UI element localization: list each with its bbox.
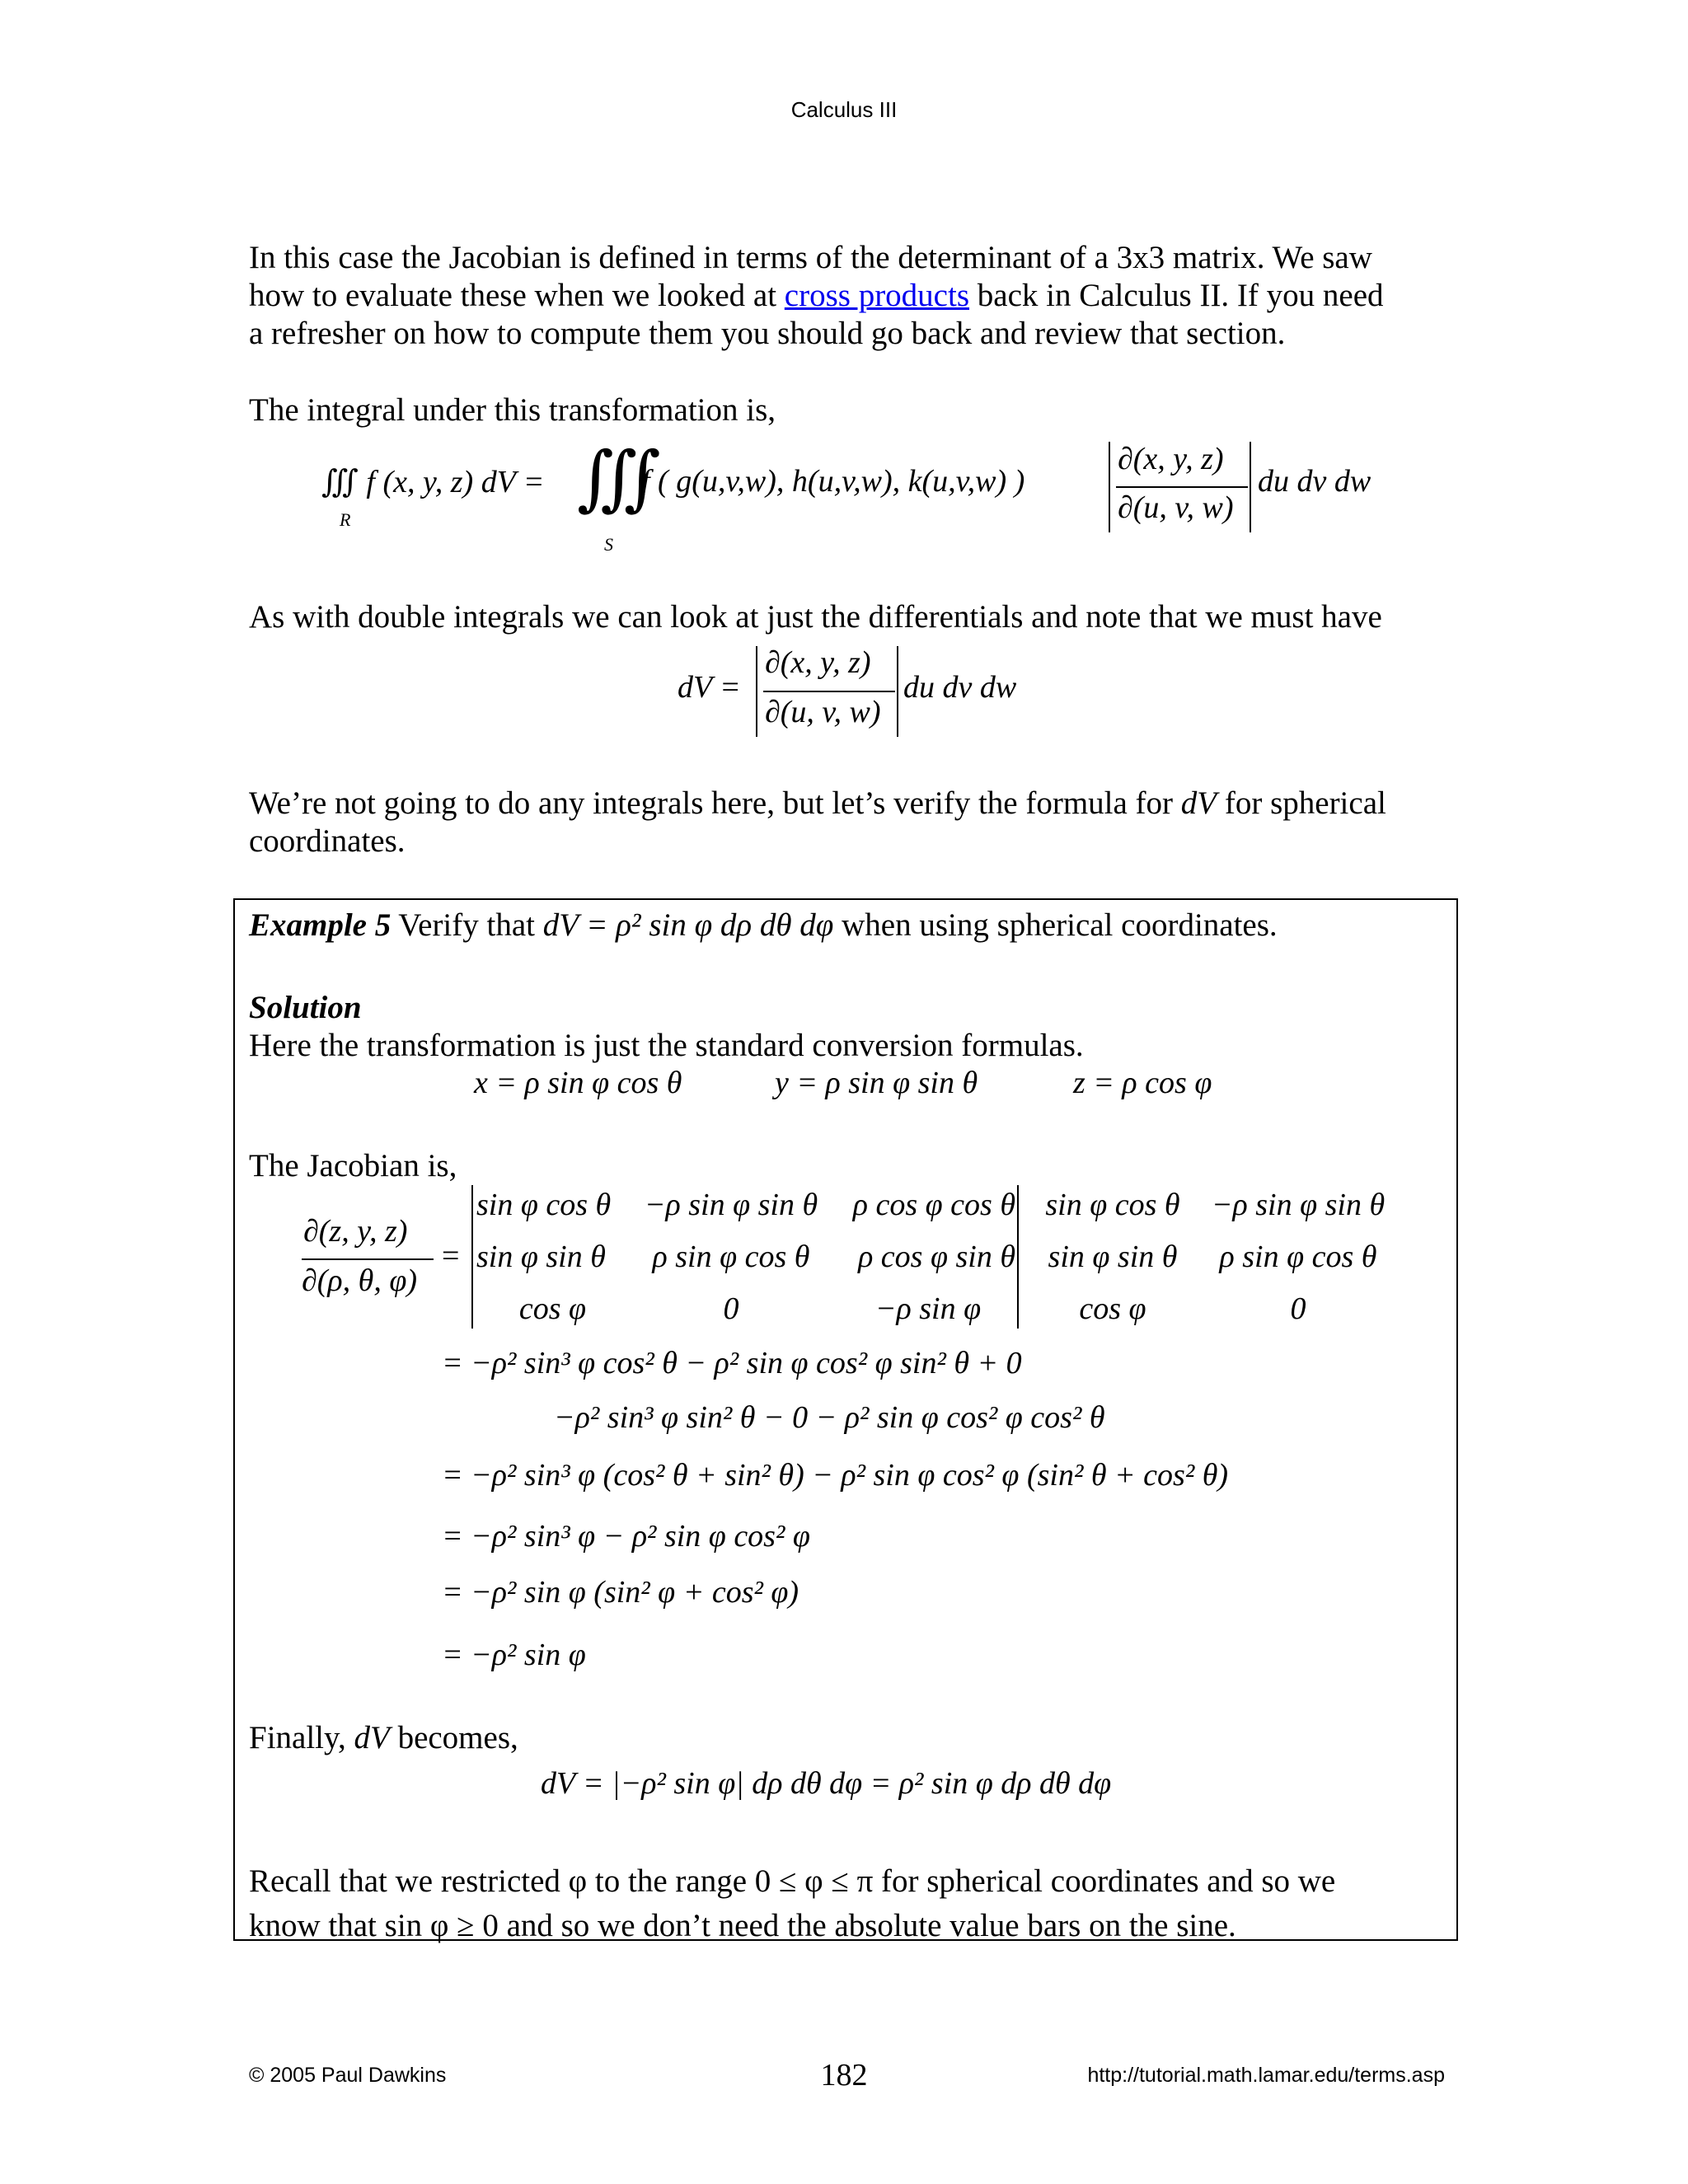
jacobian-lhs-denominator: ∂(ρ, θ, φ): [302, 1263, 418, 1298]
jacobian-step-2: −ρ² sin³ φ sin² θ − 0 − ρ² sin φ cos² φ cos² θ: [554, 1400, 1105, 1435]
dv-diffs: du dv dw: [903, 670, 1017, 705]
intro-line-1: In this case the Jacobian is defined in terms of the determinant of a 3x3 matrix. We saw: [249, 240, 1372, 275]
matrix-cell: −ρ sin φ: [874, 1291, 982, 1326]
jacobian-step-3: = −ρ² sin³ φ (cos² θ + sin² θ) − ρ² sin φ cos² φ (sin² θ + cos² θ): [442, 1458, 1229, 1493]
jacobian-denominator: ∂(u, v, w): [1118, 490, 1234, 525]
example-label: Example 5: [249, 907, 392, 943]
extra-cell: ρ sin φ cos θ: [1219, 1240, 1377, 1274]
jacobian-equals: =: [442, 1239, 460, 1273]
verify-line-2: coordinates.: [249, 823, 406, 859]
determinant-right-bar: [1017, 1185, 1019, 1329]
recall-line-1: Recall that we restricted φ to the range 0 ≤ φ ≤ π for spherical coordinates and so we: [249, 1863, 1336, 1899]
footer-url: http://tutorial.math.lamar.edu/terms.asp: [1087, 2064, 1445, 2087]
extra-cell: sin φ cos θ: [1045, 1188, 1180, 1222]
extra-cell: sin φ sin θ: [1048, 1240, 1178, 1274]
dv-fraction-bar: [763, 691, 895, 692]
integral-intro: The integral under this transformation is,: [249, 392, 776, 428]
matrix-cell: sin φ cos θ: [476, 1188, 612, 1222]
jacobian-step-1: = −ρ² sin³ φ cos² θ − ρ² sin φ cos² φ sin² θ + 0: [442, 1346, 1022, 1380]
matrix-cell: −ρ sin φ sin θ: [644, 1188, 818, 1222]
dv-denominator: ∂(u, v, w): [765, 695, 881, 729]
jacobian-lhs-numerator: ∂(z, y, z): [303, 1214, 408, 1249]
jacobian-step-5: = −ρ² sin φ (sin² φ + cos² φ): [442, 1575, 799, 1610]
jacobian-fraction-bar: [1116, 486, 1248, 488]
extra-cell: 0: [1290, 1291, 1306, 1326]
recall-line-2: know that sin φ ≥ 0 and so we don’t need the absolute value bars on the sine.: [249, 1908, 1236, 1943]
verify-paragraph: [249, 785, 1452, 860]
jacobian-abs-left: [1109, 442, 1110, 532]
dv-abs-right: [897, 646, 898, 737]
page-header: Calculus III: [790, 97, 898, 122]
jacobian-intro: The Jacobian is,: [249, 1148, 457, 1183]
matrix-cell: sin φ sin θ: [476, 1240, 606, 1274]
jacobian-abs-right: [1250, 442, 1251, 532]
determinant-left-bar: [471, 1185, 473, 1329]
matrix-cell: ρ cos φ sin θ: [858, 1240, 1015, 1274]
double-integral-note: As with double integrals we can look at just the differentials and note that we must have: [249, 599, 1382, 635]
finally-text: Finally, dV becomes,: [249, 1720, 518, 1755]
matrix-cell: 0: [723, 1291, 739, 1326]
dv-numerator: ∂(x, y, z): [765, 645, 871, 680]
conversion-z: z = ρ cos φ: [1073, 1066, 1212, 1100]
verify-line-1: We’re not going to do any integrals here, but let’s verify the formula for dV for spherical: [249, 785, 1386, 821]
recall-paragraph: [249, 1859, 1452, 1948]
footer-page-number: 182: [820, 2058, 868, 2093]
intro-line-2: how to evaluate these when we looked at cross products back in Calculus II. If you need: [249, 278, 1384, 313]
example-statement: Example 5 Verify that dV = ρ² sin φ dρ dθ dφ when using spherical coordinates.: [249, 907, 1278, 943]
jacobian-step-6: = −ρ² sin φ: [442, 1638, 586, 1672]
matrix-cell: cos φ: [518, 1291, 587, 1326]
matrix-cell: ρ cos φ cos θ: [852, 1188, 1015, 1222]
lhs-region-label: R: [340, 509, 351, 530]
conversion-y: y = ρ sin φ sin θ: [775, 1066, 978, 1100]
example-statement-math: dV = ρ² sin φ dρ dθ dφ: [542, 907, 834, 943]
extra-cell: cos φ: [1079, 1291, 1146, 1326]
jacobian-numerator: ∂(x, y, z): [1118, 442, 1224, 476]
intro-line-3: a refresher on how to compute them you should go back and review that section.: [249, 316, 1286, 351]
jacobian-lhs-bar: [302, 1258, 434, 1260]
solution-label: Solution: [249, 990, 362, 1025]
rhs-triple-integral-sign: ∭: [577, 438, 661, 518]
intro-paragraph: [249, 239, 1452, 353]
triple-integral-diffs: du dv dw: [1258, 464, 1372, 499]
matrix-cell: ρ sin φ cos θ: [652, 1240, 810, 1274]
extra-cell: −ρ sin φ sin θ: [1211, 1188, 1386, 1222]
footer-copyright: © 2005 Paul Dawkins: [249, 2064, 447, 2087]
rhs-region-label: S: [604, 534, 613, 555]
conversion-x: x = ρ sin φ cos θ: [474, 1066, 682, 1100]
triple-integral-lhs: ∭ f (x, y, z) dV =: [321, 465, 545, 499]
final-dv-formula: dV = |−ρ² sin φ| dρ dθ dφ = ρ² sin φ dρ dθ dφ: [541, 1766, 1112, 1801]
jacobian-step-4: = −ρ² sin³ φ − ρ² sin φ cos² φ: [442, 1519, 810, 1554]
dv-abs-left: [756, 646, 757, 737]
rhs-function: f ( g(u,v,w), h(u,v,w), k(u,v,w) ): [641, 464, 1025, 499]
solution-text: Here the transformation is just the standard conversion formulas.: [249, 1028, 1084, 1063]
cross-products-link[interactable]: cross products: [784, 278, 970, 313]
dv-lhs: dV =: [678, 670, 741, 705]
